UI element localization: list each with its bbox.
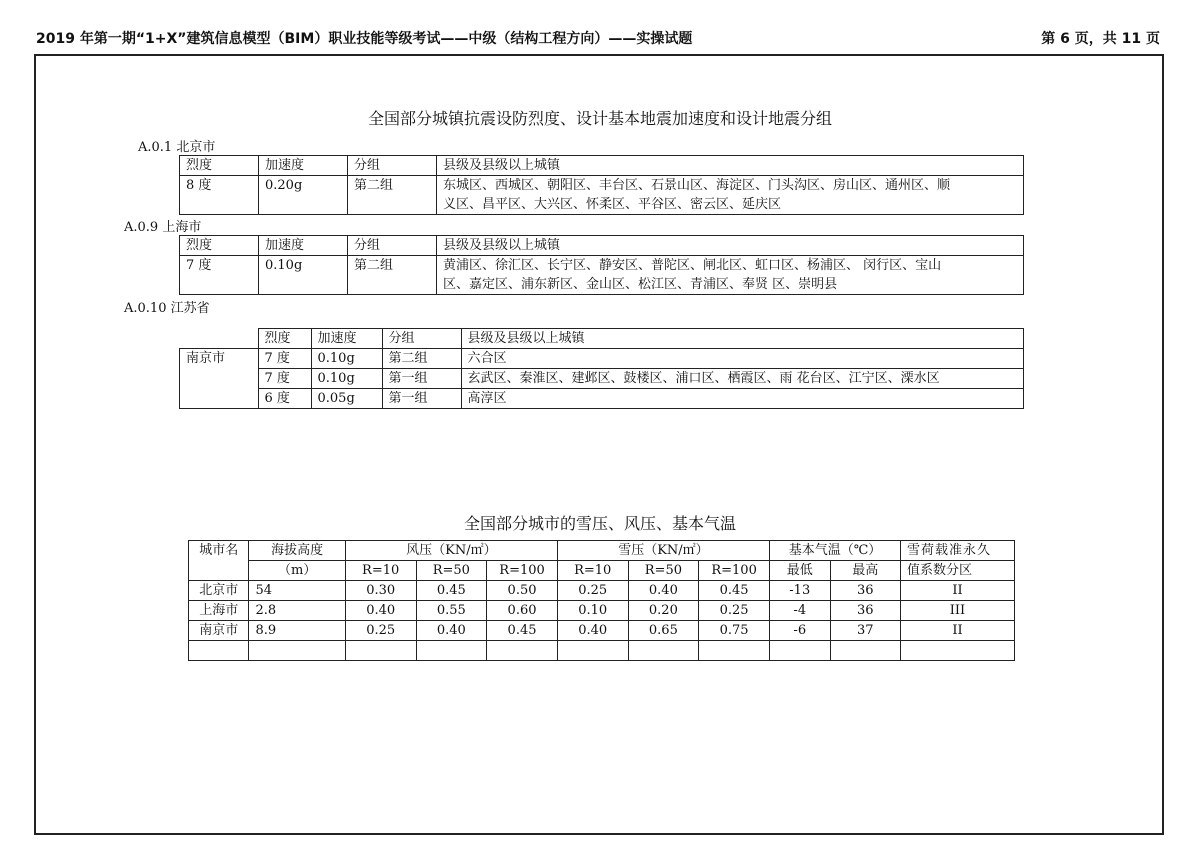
table-cell: 0.40 [628, 581, 699, 601]
table-cell: 0.10g [259, 256, 348, 295]
table-row [180, 176, 1024, 215]
beijing-table [179, 155, 1024, 215]
table-cell: 六合区 [461, 349, 1024, 369]
header-cell: 雪荷载准永久 [900, 541, 1014, 561]
header-cell: 分组 [348, 156, 437, 176]
city-cell: 南京市 [180, 349, 259, 409]
header-cell: R=10 [557, 561, 628, 581]
table-cell: III [900, 601, 1014, 621]
table-header-row [180, 156, 1024, 176]
table-cell: 8 度 [180, 176, 259, 215]
header-cell: 烈度 [180, 156, 259, 176]
table-header-row [189, 541, 1015, 561]
shanghai-label: A.0.9 上海市 [124, 220, 202, 235]
table-cell: -4 [769, 601, 830, 621]
table-cell: 37 [830, 621, 900, 641]
header-cell: 海拔高度 [249, 541, 345, 561]
table-cell: 高淳区 [461, 389, 1024, 409]
header-cell: 加速度 [259, 236, 348, 256]
table-header-row [180, 329, 1024, 349]
table-cell: 0.25 [699, 601, 770, 621]
table-cell: 0.55 [416, 601, 487, 621]
table-cell: 玄武区、秦淮区、建邺区、鼓楼区、浦口区、栖霞区、雨 花台区、江宁区、溧水区 [461, 369, 1024, 389]
city-cell: 上海市 [189, 601, 249, 621]
header-cell: 加速度 [259, 156, 348, 176]
table-cell: -6 [769, 621, 830, 641]
city-cell: 南京市 [189, 621, 249, 641]
table-cell: 0.45 [416, 581, 487, 601]
table-header-row [180, 236, 1024, 256]
header-cell: 城市名 [189, 541, 249, 581]
table-cell: 0.20 [628, 601, 699, 621]
table-cell: 第一组 [382, 369, 461, 389]
table-cell: 0.25 [557, 581, 628, 601]
table-cell: 0.30 [345, 581, 416, 601]
header-cell: 烈度 [258, 329, 311, 349]
table-cell: 0.40 [345, 601, 416, 621]
header-cell: 县级及县级以上城镇 [437, 236, 1024, 256]
table-cell: 0.25 [345, 621, 416, 641]
header-cell: 县级及县级以上城镇 [437, 156, 1024, 176]
climate-table-title: 全国部分城市的雪压、风压、基本气温 [463, 514, 736, 533]
table-cell: 0.10g [311, 369, 382, 389]
table-cell: 0.45 [699, 581, 770, 601]
table-cell: 8.9 [249, 621, 345, 641]
table-cell: II [900, 581, 1014, 601]
table-cell: 7 度 [258, 349, 311, 369]
table-cell: 0.75 [699, 621, 770, 641]
table-row [180, 349, 1024, 369]
district-line: 义区、昌平区、大兴区、怀柔区、平谷区、密云区、延庆区 [443, 197, 782, 212]
shanghai-table [179, 235, 1024, 295]
jiangsu-table [179, 328, 1024, 409]
table-cell: -13 [769, 581, 830, 601]
table-cell: 第二组 [382, 349, 461, 369]
jiangsu-label: A.0.10 江苏省 [124, 301, 210, 316]
table-cell [437, 256, 1024, 295]
table-row [180, 389, 1024, 409]
table-cell: 0.60 [487, 601, 558, 621]
header-cell: 烈度 [180, 236, 259, 256]
header-cell: R=50 [416, 561, 487, 581]
header-cell: 值系数分区 [900, 561, 1014, 581]
table-row [189, 581, 1015, 601]
header-cell: 风压（KN/㎡） [345, 541, 557, 561]
table-cell: 0.10 [557, 601, 628, 621]
header-cell: 分组 [382, 329, 461, 349]
table-cell: 第一组 [382, 389, 461, 409]
exam-header-title: 2019 年第一期“1+X”建筑信息模型（BIM）职业技能等级考试——中级（结构工程方向）——实操试题 [36, 31, 693, 47]
district-line: 黄浦区、徐汇区、长宁区、静安区、普陀区、闸北区、虹口区、杨浦区、 闵行区、宝山 [443, 258, 942, 273]
table-cell: 7 度 [258, 369, 311, 389]
table-cell: 6 度 [258, 389, 311, 409]
page-number: 第 6 页，共 11 页 [1041, 31, 1160, 47]
table-row [180, 369, 1024, 389]
table-cell: 36 [830, 601, 900, 621]
header-cell: R=50 [628, 561, 699, 581]
empty-corner-cell [180, 329, 259, 349]
table-cell: 7 度 [180, 256, 259, 295]
table-cell: 0.40 [416, 621, 487, 641]
header-cell: R=100 [699, 561, 770, 581]
table-cell: 0.50 [487, 581, 558, 601]
empty-table-row [189, 641, 1015, 661]
header-cell: 基本气温（℃） [769, 541, 900, 561]
seismic-table-title: 全国部分城镇抗震设防烈度、设计基本地震加速度和设计地震分组 [367, 109, 832, 128]
table-cell: 0.10g [311, 349, 382, 369]
table-cell: 0.65 [628, 621, 699, 641]
table-row [189, 601, 1015, 621]
climate-table [188, 540, 1015, 661]
table-cell: 0.40 [557, 621, 628, 641]
table-cell [437, 176, 1024, 215]
header-cell: 县级及县级以上城镇 [461, 329, 1024, 349]
table-cell: 2.8 [249, 601, 345, 621]
table-cell: 54 [249, 581, 345, 601]
district-line: 东城区、西城区、朝阳区、丰台区、石景山区、海淀区、门头沟区、房山区、通州区、顺 [443, 178, 951, 193]
table-cell: 0.05g [311, 389, 382, 409]
table-header-row [189, 561, 1015, 581]
table-cell: II [900, 621, 1014, 641]
header-cell: 分组 [348, 236, 437, 256]
table-cell: 第二组 [348, 256, 437, 295]
table-row [180, 256, 1024, 295]
table-cell: 0.45 [487, 621, 558, 641]
city-cell: 北京市 [189, 581, 249, 601]
header-cell: 加速度 [311, 329, 382, 349]
table-cell: 第二组 [348, 176, 437, 215]
beijing-label: A.0.1 北京市 [138, 140, 216, 155]
district-line: 区、嘉定区、浦东新区、金山区、松江区、青浦区、奉贤 区、崇明县 [443, 277, 838, 292]
table-cell: 36 [830, 581, 900, 601]
header-cell: 最低 [769, 561, 830, 581]
header-cell: 最高 [830, 561, 900, 581]
header-cell: （m） [249, 561, 345, 581]
header-cell: 雪压（KN/㎡） [557, 541, 769, 561]
header-cell: R=10 [345, 561, 416, 581]
table-row [189, 621, 1015, 641]
header-cell: R=100 [487, 561, 558, 581]
table-cell: 0.20g [259, 176, 348, 215]
